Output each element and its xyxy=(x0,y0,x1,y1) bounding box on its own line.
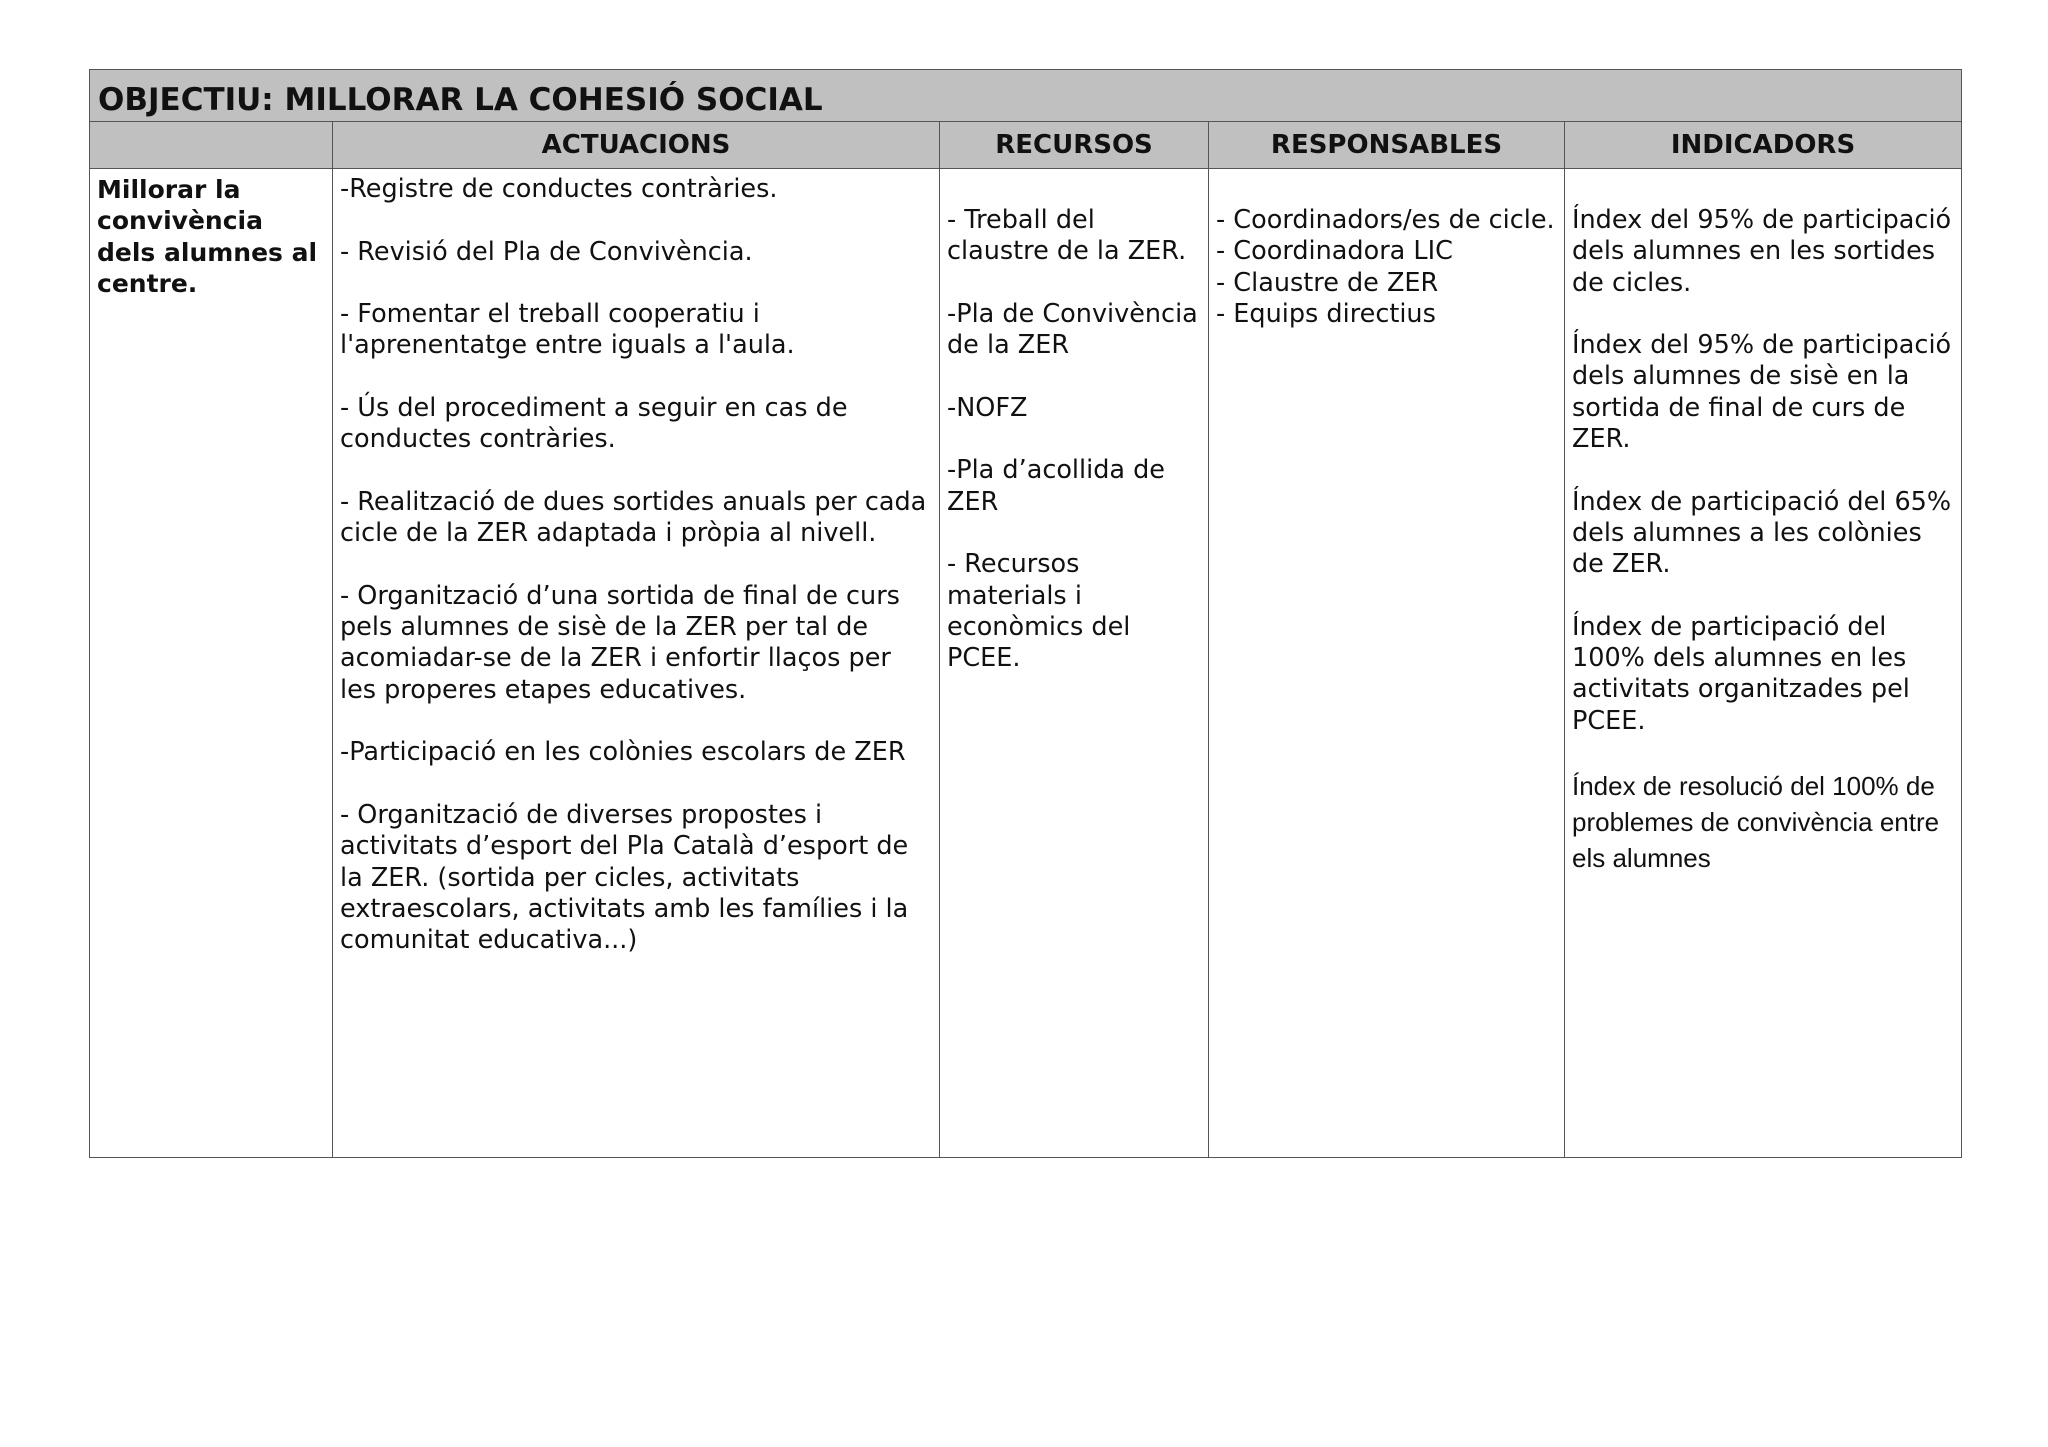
header-indicadors: INDICADORS xyxy=(1565,122,1962,169)
objective-cell xyxy=(90,169,333,1158)
indicador-item: Índex del 95% de participació dels alumnes de sisè en la sortida de final de curs de ZER. xyxy=(1572,330,1952,455)
actuacio-item: - Fomentar el treball cooperatiu i l'aprenentatge entre iguals a l'aula. xyxy=(340,299,795,361)
indicadors-cell xyxy=(1565,169,1962,1158)
actuacio-item: -Registre de conductes contràries. xyxy=(340,174,778,204)
table-row xyxy=(90,169,1962,1158)
header-actuacions: ACTUACIONS xyxy=(333,122,940,169)
responsable-item: - Equips directius xyxy=(1216,298,1436,329)
indicador-item: Índex de participació del 65% dels alumnes a les colònies de ZER. xyxy=(1572,486,1952,580)
indicador-item: Índex de resolució del 100% de problemes de convivència entre els alumnes xyxy=(1572,771,1940,874)
actuacio-item: - Organització d’una sortida de final de curs pels alumnes de sisè de la ZER per tal de acomiadar-se de la ZER i enfortir llaços per les properes etapes educatives. xyxy=(340,580,900,705)
recurs-item: -Pla d’acollida de ZER xyxy=(947,455,1165,517)
header-responsables: RESPONSABLES xyxy=(1209,122,1565,169)
recurs-item: -Pla de Convivència de la ZER xyxy=(947,298,1198,361)
responsable-item: - Claustre de ZER xyxy=(1216,267,1439,298)
objective-table xyxy=(89,69,1962,1158)
recursos-cell xyxy=(940,169,1209,1158)
actuacio-item: - Organització de diverses propostes i activitats d’esport del Pla Català d’esport de la ZER. (sortida per cicles, activitats extraescolars, activitats amb les famílies i la comunitat educativa...) xyxy=(340,799,909,956)
indicador-item: Índex de participació del 100% dels alumnes en les activitats organitzades pel PCEE. xyxy=(1572,611,1910,736)
actuacio-item: - Ús del procediment a seguir en cas de conductes contràries. xyxy=(340,393,848,455)
recurs-item: - Recursos materials i econòmics del PCEE. xyxy=(947,549,1131,674)
recurs-item: - Treball del claustre de la ZER. xyxy=(947,205,1187,267)
indicador-item: Índex del 95% de participació dels alumnes en les sortides de cicles. xyxy=(1572,205,1952,298)
responsables-cell xyxy=(1209,169,1565,1158)
actuacio-item: - Revisió del Pla de Convivència. xyxy=(340,236,753,267)
objective-text: Millorar la convivència dels alumnes al centre. xyxy=(97,175,318,298)
responsable-item: - Coordinadora LIC xyxy=(1216,236,1453,267)
actuacio-item: -Participació en les colònies escolars de ZER xyxy=(340,737,906,768)
recurs-item: -NOFZ xyxy=(947,392,1028,423)
responsable-item: - Coordinadors/es de cicle. xyxy=(1216,205,1555,235)
header-blank xyxy=(90,122,333,169)
actuacions-cell xyxy=(333,169,940,1158)
actuacio-item: - Realització de dues sortides anuals per cada cicle de la ZER adaptada i pròpia al nivell. xyxy=(340,486,927,549)
table-title: OBJECTIU: MILLORAR LA COHESIÓ SOCIAL xyxy=(90,70,1962,122)
header-recursos: RECURSOS xyxy=(940,122,1209,169)
